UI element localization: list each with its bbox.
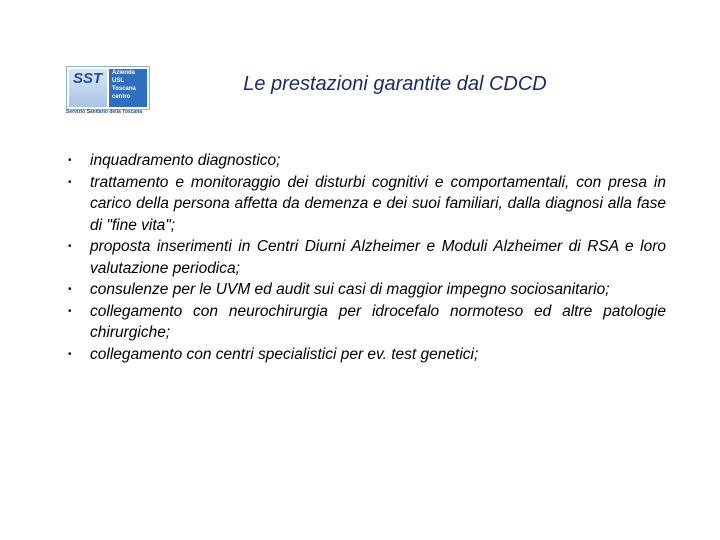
- services-list: [66, 150, 666, 365]
- bullet-icon: •: [68, 176, 72, 188]
- bullet-icon: •: [68, 155, 72, 166]
- list-item: [66, 172, 666, 237]
- logo-line: centro: [112, 94, 131, 100]
- list-item-text: consulenze per le UVM ed audit sui casi di maggior impegno sociosanitario;: [90, 281, 610, 298]
- list-item-text: inquadramento diagnostico;: [90, 152, 281, 169]
- list-item: [66, 344, 666, 366]
- logo-mark: SST: [73, 70, 103, 87]
- bullet-icon: •: [68, 241, 72, 252]
- logo-emblem: [69, 69, 107, 107]
- logo-text-block: [109, 69, 147, 107]
- logo-line: Azienda: [112, 70, 136, 76]
- bullet-icon: •: [68, 305, 72, 317]
- list-item-text: trattamento e monitoraggio dei disturbi cognitivi e comportamentali, con presa in carico della persona affetta da demenza e dei suoi familiari, dalla diagnosi alla fase di "fine vita";: [90, 173, 666, 234]
- page-title: Le prestazioni garantite dal CDCD: [243, 73, 547, 95]
- logo-line: USL: [112, 78, 124, 84]
- list-item: [66, 150, 666, 172]
- list-item-text: collegamento con neurochirurgia per idrocefalo normoteso ed altre patologie chirurgiche;: [90, 302, 666, 341]
- logo-caption: Servizio Sanitario della Toscana: [66, 109, 143, 115]
- logo-line: Toscana: [112, 86, 136, 92]
- list-item: [66, 301, 666, 344]
- bullet-icon: •: [68, 284, 72, 295]
- list-item: [66, 236, 666, 279]
- logo: [66, 66, 150, 116]
- logo-frame: [66, 66, 150, 110]
- list-item-text: collegamento con centri specialistici per ev. test genetici;: [90, 345, 479, 363]
- bullet-icon: •: [68, 348, 72, 360]
- list-item: [66, 279, 666, 301]
- list-item-text: proposta inserimenti in Centri Diurni Alzheimer e Moduli Alzheimer di RSA e loro valutazione periodica;: [90, 238, 666, 277]
